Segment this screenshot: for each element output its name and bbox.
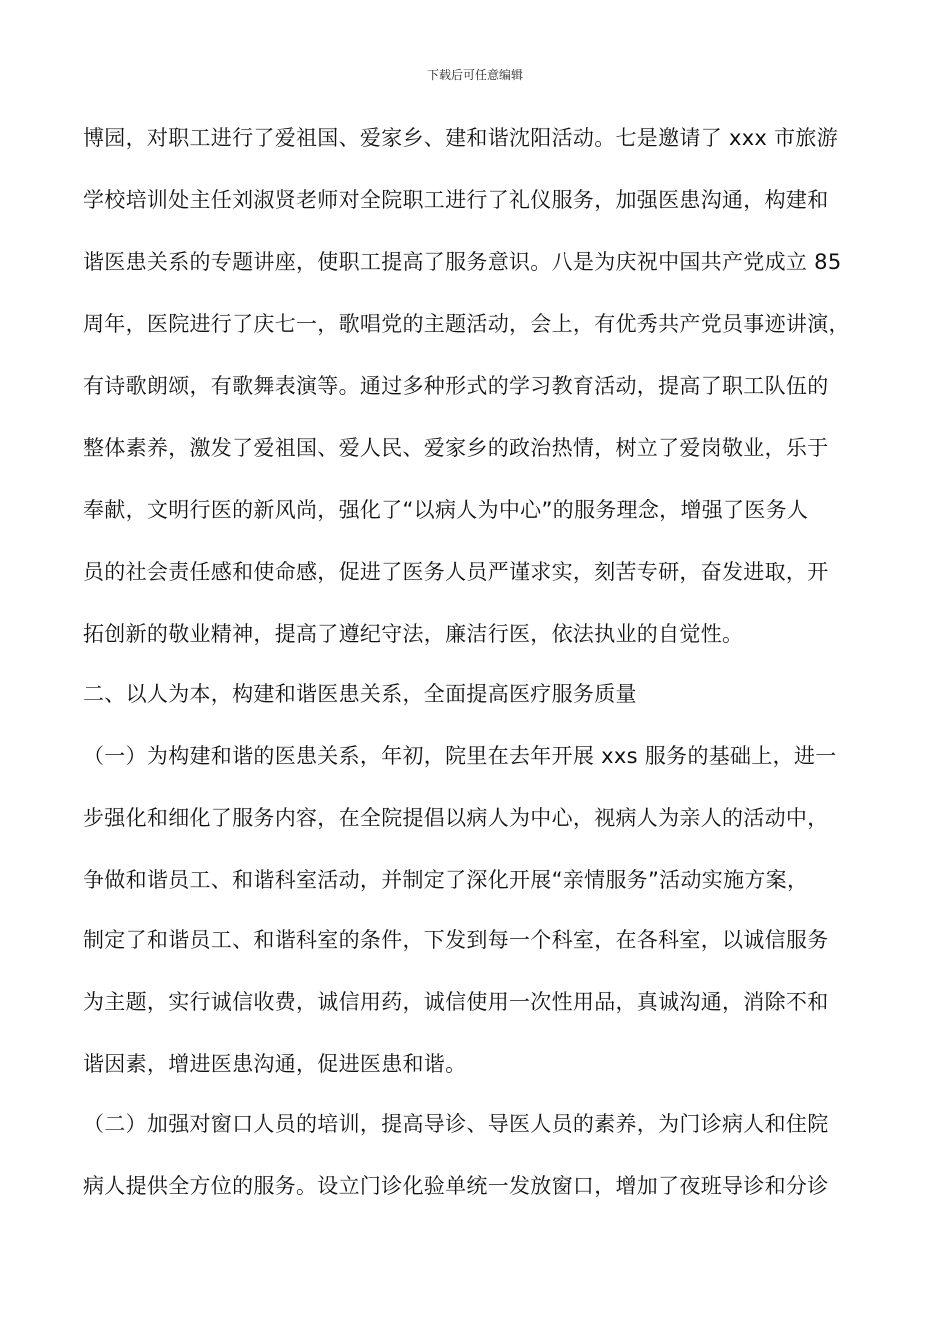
- text-line: 博园，对职工进行了爱祖国、爱家乡、建和谐沈阳活动。七是邀请了 xxx 市旅游: [83, 126, 839, 150]
- text-line: （一）为构建和谐的医患关系，年初，院里在去年开展 xxs 服务的基础上，进一: [83, 744, 837, 768]
- text-line: 为主题，实行诚信收费，诚信用药，诚信使用一次性用品，真诚沟通，消除不和: [83, 990, 829, 1014]
- text-line: 步强化和细化了服务内容，在全院提倡以病人为中心，视病人为亲人的活动中，: [83, 806, 829, 830]
- text-line: 拓创新的敬业精神，提高了遵纪守法，廉洁行医，依法执业的自觉性。: [83, 622, 744, 646]
- section-heading: 二、以人为本，构建和谐医患关系，全面提高医疗服务质量: [83, 682, 637, 706]
- page-header: 下载后可任意编辑: [426, 68, 523, 82]
- text-line: 制定了和谐员工、和谐科室的条件，下发到每一个科室，在各科室，以诚信服务: [83, 928, 829, 952]
- text-line: 奉献，文明行医的新风尚，强化了“以病人为中心”的服务理念，增强了医务人: [83, 498, 809, 522]
- text-line: 谐因素，增进医患沟通，促进医患和谐。: [83, 1052, 467, 1076]
- text-line: 有诗歌朗颂，有歌舞表演等。通过多种形式的学习教育活动，提高了职工队伍的: [83, 374, 829, 398]
- text-line: 整体素养，激发了爱祖国、爱人民、爱家乡的政治热情，树立了爱岗敬业，乐于: [83, 436, 829, 460]
- text-line: 病人提供全方位的服务。设立门诊化验单统一发放窗口，增加了夜班导诊和分诊: [83, 1174, 829, 1198]
- text-line: 周年，医院进行了庆七一，歌唱党的主题活动，会上，有优秀共产党员事迹讲演，: [83, 312, 850, 336]
- text-line: 学校培训处主任刘淑贤老师对全院职工进行了礼仪服务，加强医患沟通，构建和: [83, 188, 829, 212]
- text-line: （二）加强对窗口人员的培训，提高导诊、导医人员的素养，为门诊病人和住院: [83, 1112, 829, 1136]
- text-line: 谐医患关系的专题讲座，使职工提高了服务意识。八是为庆祝中国共产党成立 85: [83, 250, 842, 274]
- text-line: 争做和谐员工、和谐科室活动，并制定了深化开展“亲情服务”活动实施方案，: [83, 868, 809, 892]
- text-line: 员的社会责任感和使命感，促进了医务人员严谨求实，刻苦专研，奋发进取，开: [83, 560, 829, 584]
